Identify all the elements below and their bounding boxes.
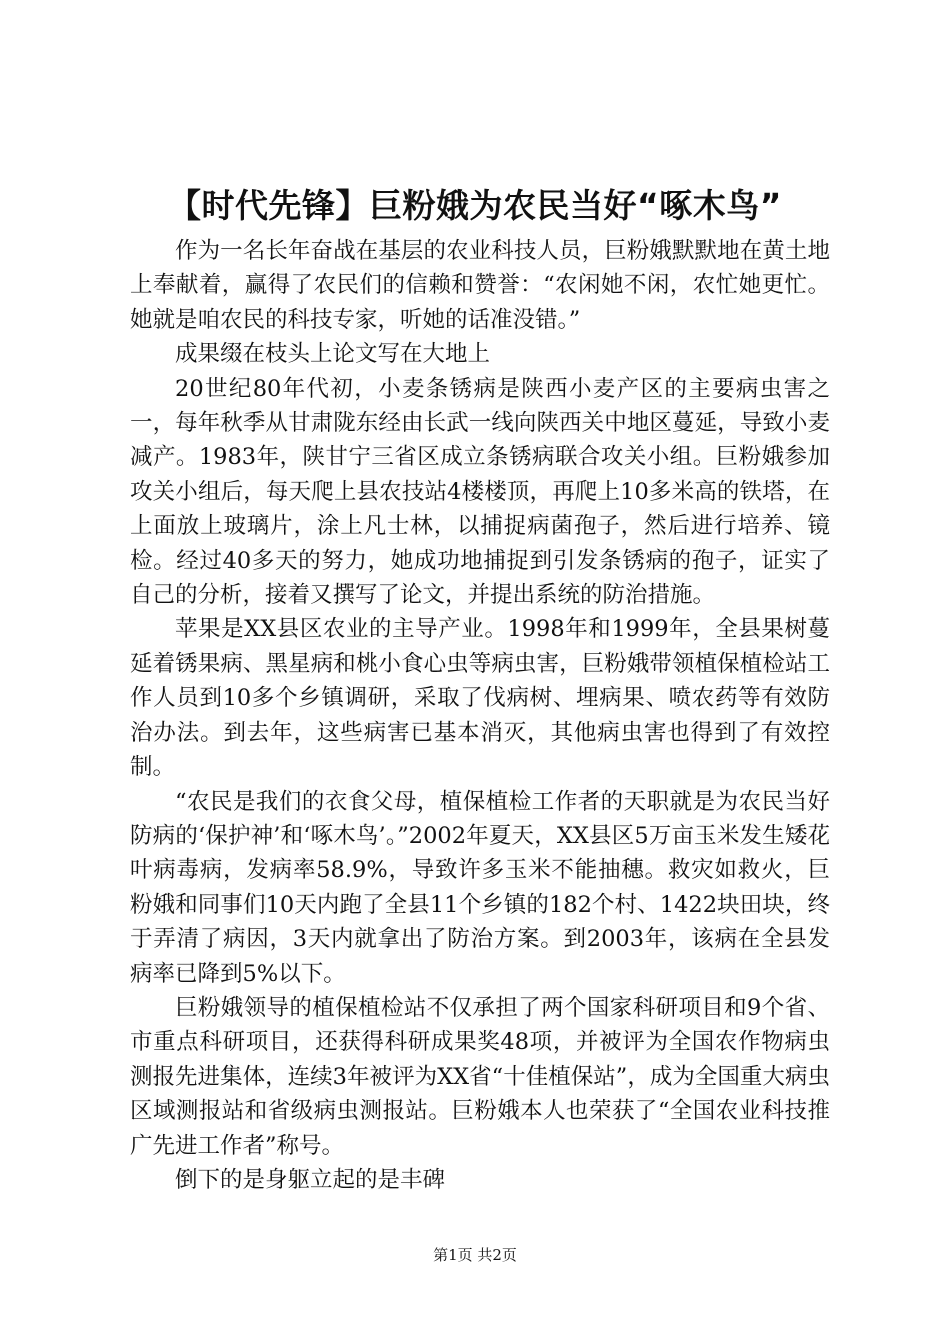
section-heading-monument: 倒下的是身躯立起的是丰碑 [175,1166,446,1193]
paragraph-corn-virus: “农民是我们的衣食父母，植保植检工作者的天职就是为农民当好防病的‘保护神’和‘啄木鸟’。”2002年夏天，XX县区5万亩玉米发生矮花叶病毒病，发病率58.9%，导致许多玉米不能抽穗。救灾如救火，巨粉娥和同事们10天内跑了全县11个乡镇的182个村、1422块田块，终于弄清了病因，3天内就拿出了防治方案。到2003年，该病在全县发病率已降到5%以下。 [130,788,830,987]
paragraph-stripe-rust: 20世纪80年代初，小麦条锈病是陕西小麦产区的主要病虫害之一，每年秋季从甘肃陇东经由长武一线向陕西关中地区蔓延，导致小麦减产。1983年，陕甘宁三省区成立条锈病联合攻关小组。巨粉娥参加攻关小组后，每天爬上县农技站4楼楼顶，再爬上10多米高的铁塔，在上面放上玻璃片，涂上凡士林，以捕捉病菌孢子，然后进行培养、镜检。经过40多天的努力，她成功地捕捉到引发条锈病的孢子，证实了自己的分析，接着又撰写了论文，并提出系统的防治措施。 [130,375,830,609]
page-number-footer: 第1页 共2页 [433,1246,517,1264]
paragraph-intro: 作为一名长年奋战在基层的农业科技人员，巨粉娥默默地在黄土地上奉献着，赢得了农民们的信赖和赞誉：“农闲她不闲，农忙她更忙。她就是咱农民的科技专家，听她的话准没错。” [130,238,830,333]
document-title: 【时代先锋】巨粉娥为农民当好“啄木鸟” [168,186,782,225]
document-body [130,234,830,1197]
section-heading-achievements: 成果缀在枝头上论文写在大地上 [175,341,491,368]
paragraph-apple-industry: 苹果是XX县区农业的主导产业。1998年和1999年，全县果树蔓延着锈果病、黑星病和桃小食心虫等病虫害，巨粉娥带领植保植检站工作人员到10多个乡镇调研，采取了伐病树、埋病果、喷农药等有效防治办法。到去年，这些病害已基本消灭，其他病虫害也得到了有效控制。 [130,616,830,781]
paragraph-station-awards: 巨粉娥领导的植保植检站不仅承担了两个国家科研项目和9个省、市重点科研项目，还获得科研成果奖48项，并被评为全国农作物病虫测报先进集体，连续3年被评为XX省“十佳植保站”，成为全国重大病虫区域测报站和省级病虫测报站。巨粉娥本人也荣获了“全国农业科技推广先进工作者”称号。 [130,994,830,1159]
